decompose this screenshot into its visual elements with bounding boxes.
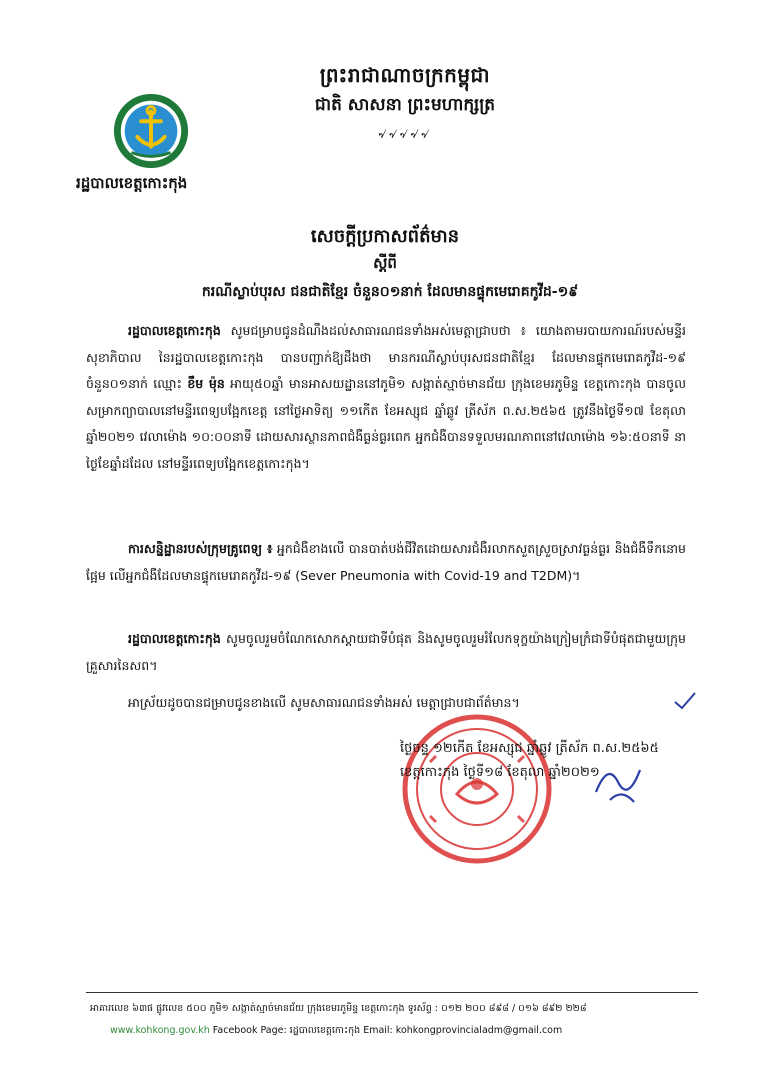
footer-social-email: Facebook Page: រដ្ឋបាលខេត្តកោះកុង Email: kohkongprovincialadm@gmail.com bbox=[209, 1025, 563, 1036]
ornament-divider: ৵৵৵৵৵ bbox=[378, 126, 432, 142]
lunar-date: ថ្ងៃចន្ទ ១២កើត ខែអស្សុជ ឆ្នាំឆ្លូវ ត្រីស័ក ព.ស.២៥៦៥ bbox=[400, 741, 659, 756]
signature-icon bbox=[588, 752, 648, 812]
solar-date: ខេត្តកោះកុង ថ្ងៃទី១៨ ខែតុលា ឆ្នាំ២០២១ bbox=[400, 765, 600, 780]
paragraph-text: អាយុ៥០ឆ្នាំ មានអាសយដ្ឋាននៅភូមិ១ សង្កាត់ស្មាច់មានជ័យ ក្រុងខេមរភូមិន្ទ ខេត្តកោះកុង បានចូលសម្រាកព្យាបាលនៅមន្ទីរពេទ្យបង្អែកខេត្ត នៅថ្ងៃអាទិត្យ ១១កើត ខែអស្សុជ ឆ្នាំឆ្លូវ ត្រីស័ក ព.ស.២៥៦៥ ត្រូវនឹងថ្ងៃទី១៧ ខែតុលា ឆ្នាំ២០២១ វេលាម៉ោង ១០:០០នាទី ដោយសារស្ថានភាពជំងឺធ្ងន់ធ្ងរពេក អ្នកជំងឺបានទទួលមរណភាពនៅវេលាម៉ោង ១៦:៥០នាទី នាថ្ងៃខែឆ្នាំដដែល នៅមន្ទីរពេទ្យបង្អែកខេត្តកោះកុង។ bbox=[86, 376, 686, 471]
paragraph-closing: អាស្រ័យដូចបានជម្រាបជូនខាងលើ សូមសាធារណជនទាំងអស់ មេត្តាជ្រាបជាព័ត៌មាន។ bbox=[128, 695, 520, 710]
footer-contacts bbox=[110, 1024, 710, 1038]
paragraph-text: សូមជម្រាបជូនដំណឹងដល់សាធារណជនទាំងអស់មេត្តាជ្រាបថា ៖ យោងតាមរបាយការណ៍របស់មន្ទីរសុខាភិបាល នៃរដ្ឋបាលខេត្តកោះកុង បានបញ្ជាក់ឱ្យដឹងថា មានករណីស្លាប់បុរសជនជាតិខ្មែរ ដែលមានផ្ទុកមេរោគកូវីដ-១៩ ចំនួន០១នាក់ ឈ្មោះ bbox=[86, 323, 686, 391]
paragraph-condolence bbox=[86, 626, 686, 679]
website-link[interactable]: www.kohkong.gov.kh bbox=[110, 1025, 210, 1036]
paragraph-text: អ្នកជំងឺខាងលើ បានបាត់បង់ជីវិតដោយសារជំងឺរលាកសួតស្រួចស្រាវធ្ងន់ធ្ងរ និងជំងឺទឹកនោមផ្អែម លើអ្នកជំងឺដែលមានផ្ទុកមេរោគកូវីដ-១៩ (Sever Pneumonia with Covid-19 and T2DM)។ bbox=[86, 541, 686, 583]
document-subject: ករណីស្លាប់បុរស ជនជាតិខ្មែរ ចំនួន០១នាក់ ដែលមានផ្ទុកមេរោគកូវីដ-១៩ bbox=[201, 284, 579, 300]
document-about: ស្តីពី bbox=[373, 254, 397, 272]
footer-divider bbox=[86, 992, 698, 993]
paragraph-diagnosis bbox=[86, 536, 686, 589]
footer-address: អាគារលេខ ៦៣ផ ផ្លូវលេខ ៥០០ ភូមិ១ សង្កាត់ស្មាច់មានជ័យ ក្រុងខេមរភូមិន្ទ ខេត្តកោះកុង ទូរស័ព្ទ : ០១២ ២០០ ៨៩៨ / ០១៦ ៨៩២ ២២៨ bbox=[90, 1003, 587, 1014]
document-title: សេចក្តីប្រកាសព័ត៌មាន bbox=[310, 226, 460, 247]
national-motto: ជាតិ សាសនា ព្រះមហាក្សត្រ bbox=[314, 95, 496, 115]
paragraph-lead: ការសន្និដ្ឋានរបស់ក្រុមគ្រូពេទ្យ ៖ bbox=[128, 541, 273, 556]
kingdom-heading: ព្រះរាជាណាចក្រកម្ពុជា bbox=[319, 63, 491, 87]
paragraph-lead: រដ្ឋបាលខេត្តកោះកុង bbox=[128, 323, 221, 338]
paragraph-text: សូមចូលរួមចំណែកសោកស្តាយជាទីបំផុត និងសូមចូលរួមរំលែកទុក្ខយ៉ាងក្រៀមក្រំជាទីបំផុតជាមួយក្រុមគ្រួសារនៃសព។ bbox=[86, 631, 686, 673]
paragraph-announcement bbox=[86, 318, 686, 477]
deceased-name: ខឹម ម៉ុន bbox=[187, 376, 225, 391]
org-name: រដ្ឋបាលខេត្តកោះកុង bbox=[76, 174, 188, 192]
handwritten-check-icon bbox=[672, 690, 698, 712]
official-seal-icon bbox=[400, 712, 554, 866]
koh-kong-emblem-icon bbox=[112, 92, 190, 170]
paragraph-lead: រដ្ឋបាលខេត្តកោះកុង bbox=[128, 631, 221, 646]
